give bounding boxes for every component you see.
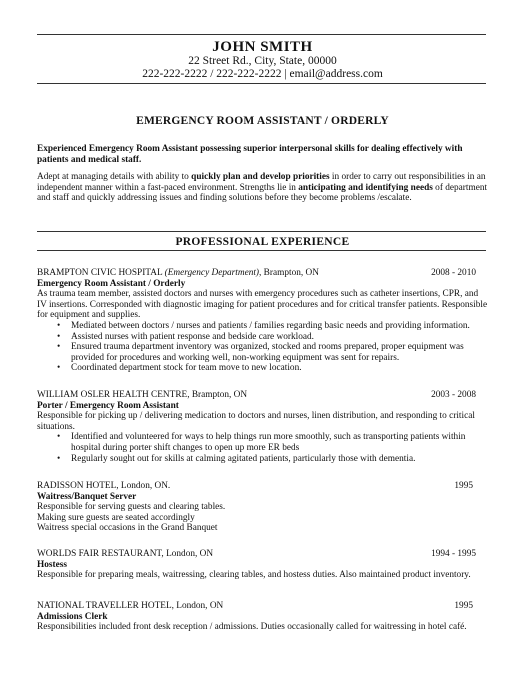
job-entry bbox=[37, 601, 489, 633]
job-dates: 2003 - 2008 bbox=[431, 390, 476, 400]
job-bullet: • Identified and volunteered for ways to help things run more smoothly, such as transporting patients within hospital during porter shift changes to open up more ER beds bbox=[57, 432, 466, 453]
job-role: Waitress/Banquet Server bbox=[37, 491, 137, 502]
summary-text-3: of department and staff and quickly addressing issues and finding solutions before they become problems /escalate. bbox=[37, 182, 488, 204]
summary-text-2: in order to carry out responsibilities in an independent manner within a fast-paced environment. Strengths lie in bbox=[37, 172, 486, 193]
job-line: Responsible for preparing meals, waitressing, clearing tables, and hostess duties. Also maintained product inventory. bbox=[37, 570, 471, 581]
summary-strength-1: quickly plan and develop priorities bbox=[191, 172, 330, 182]
job-employer: NATIONAL TRAVELLER HOTEL, London, ON bbox=[37, 601, 224, 611]
bullet-icon: • bbox=[57, 320, 61, 331]
summary-paragraph bbox=[37, 172, 489, 204]
job-header bbox=[37, 268, 489, 279]
job-bullet: • Assisted nurses with patient response and bedside care workload. bbox=[57, 331, 314, 342]
job-employer: WILLIAM OSLER HEALTH CENTRE, Brampton, ON bbox=[37, 390, 248, 400]
bullet-icon: • bbox=[57, 342, 61, 353]
job-bullet: • Coordinated department stock for team move to new location. bbox=[57, 363, 302, 374]
job-entry bbox=[37, 268, 489, 374]
job-description: As trauma team member, assisted doctors and nurses with emergency procedures such as catheter insertions, CPR, and IV insertions. Corresponded with diagnostic imaging for patient procedures and for critical transfer patients. Responsible for equipment and supplies. bbox=[37, 289, 488, 321]
summary-strength-2: anticipating and identifying needs bbox=[298, 182, 433, 193]
job-bullets bbox=[37, 432, 489, 464]
job-line: Making sure guests are seated accordingly bbox=[37, 512, 195, 523]
job-header bbox=[37, 549, 489, 560]
experience-top-rule bbox=[37, 231, 486, 232]
job-entry bbox=[37, 481, 489, 534]
bullet-icon: • bbox=[57, 331, 61, 342]
job-dates: 1994 - 1995 bbox=[431, 549, 476, 559]
job-location: , Brampton, ON bbox=[259, 268, 319, 278]
job-dates: 2008 - 2010 bbox=[431, 268, 476, 278]
experience-heading: PROFESSIONAL EXPERIENCE bbox=[175, 236, 350, 248]
job-line: Responsibilities included front desk reception / admissions. Duties occasionally called for waitressing in hotel café. bbox=[37, 622, 467, 633]
job-bullets bbox=[37, 321, 489, 374]
job-role: Porter / Emergency Room Assistant bbox=[37, 400, 179, 411]
candidate-name: JOHN SMITH bbox=[212, 39, 313, 55]
job-description: Responsible for picking up / delivering medication to doctors and nurses, linen distribution, and responding to critical situations. bbox=[37, 411, 475, 432]
job-header bbox=[37, 481, 489, 492]
job-employer: WORLDS FAIR RESTAURANT, London, ON bbox=[37, 549, 214, 559]
job-entry bbox=[37, 549, 489, 581]
job-line: Responsible for serving guests and clearing tables. bbox=[37, 502, 226, 513]
bullet-icon: • bbox=[57, 453, 61, 464]
candidate-address: 22 Street Rd., City, State, 00000 bbox=[188, 55, 337, 67]
job-employer: BRAMPTON CIVIC HOSPITAL bbox=[37, 268, 165, 278]
candidate-contact: 222-222-2222 / 222-222-2222 | email@address.com bbox=[142, 68, 383, 80]
header-bottom-rule bbox=[37, 83, 486, 84]
job-bullet: • Regularly sought out for skills at calming agitated patients, particularly those with dementia. bbox=[57, 453, 416, 464]
summary-bold-paragraph: Experienced Emergency Room Assistant possessing superior interpersonal skills for dealing effectively with patients and medical staff. bbox=[37, 144, 463, 165]
resume-title: EMERGENCY ROOM ASSISTANT / ORDERLY bbox=[136, 115, 389, 127]
job-dates: 1995 bbox=[454, 481, 473, 491]
bullet-icon: • bbox=[57, 363, 61, 374]
job-header bbox=[37, 390, 489, 401]
job-role: Admissions Clerk bbox=[37, 611, 108, 622]
job-line: Waitress special occasions in the Grand Banquet bbox=[37, 523, 218, 534]
header-top-rule bbox=[37, 34, 486, 35]
job-bullet: • Ensured trauma department inventory was organized, stocked and rooms prepared, proper equipment was provided for procedures and working well, non-working equipment was sent for repairs. bbox=[57, 342, 464, 363]
job-dates: 1995 bbox=[454, 601, 473, 611]
summary-text-1: Adept at managing details with ability to bbox=[37, 172, 192, 182]
experience-bottom-rule bbox=[37, 250, 486, 251]
job-header bbox=[37, 601, 489, 612]
job-department: (Emergency Department) bbox=[164, 268, 260, 278]
job-entry bbox=[37, 390, 489, 464]
bullet-icon: • bbox=[57, 432, 61, 443]
job-role: Emergency Room Assistant / Orderly bbox=[37, 278, 186, 289]
job-employer: RADISSON HOTEL, London, ON. bbox=[37, 481, 171, 491]
job-bullet: • Mediated between doctors / nurses and patients / families regarding basic needs and providing information. bbox=[57, 320, 470, 331]
job-role: Hostess bbox=[37, 559, 67, 570]
